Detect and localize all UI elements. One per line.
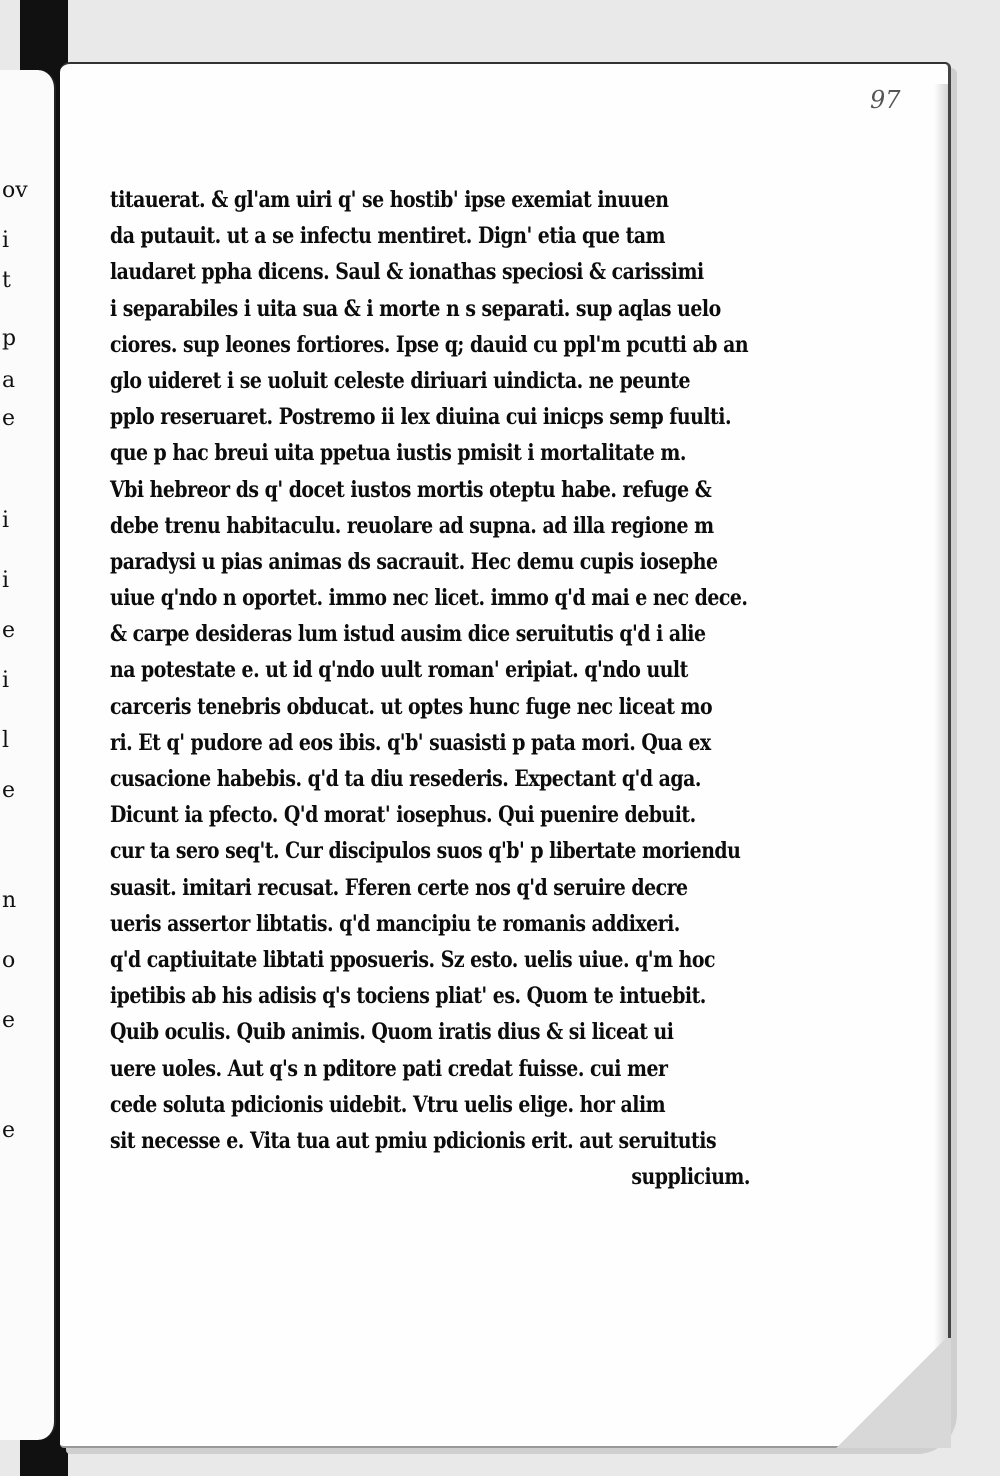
- previous-page-fragment: i: [2, 228, 10, 253]
- previous-page-fragment: e: [2, 1118, 16, 1143]
- manuscript-line: uere uoles. Aut q's n pditore pati credat fuisse. cui mer: [110, 1055, 668, 1082]
- previous-page-fragment: i: [2, 668, 10, 693]
- previous-page-fragment: a: [2, 368, 16, 393]
- previous-page-fragment: i: [2, 568, 10, 593]
- manuscript-line: Vbi hebreor ds q' docet iustos mortis oteptu habe. refuge &: [110, 476, 712, 503]
- manuscript-line: carceris tenebris obducat. ut optes hunc fuge nec liceat mo: [110, 693, 713, 720]
- manuscript-line: cusacione habebis. q'd ta diu resederis. Expectant q'd aga.: [110, 766, 701, 792]
- manuscript-line: na potestate e. ut id q'ndo uult roman' eripiat. q'ndo uult: [110, 657, 688, 684]
- manuscript-line: paradysi u pias animas ds sacrauit. Hec demu cupis iosephe: [110, 548, 718, 575]
- manuscript-line: cur ta sero seq't. Cur discipulos suos q'b' p libertate moriendu: [110, 838, 741, 865]
- previous-page-fragment: l: [2, 728, 10, 753]
- manuscript-line: Quib oculis. Quib animis. Quom iratis dius & si liceat ui: [110, 1019, 674, 1046]
- previous-page-fragment: e: [2, 618, 16, 643]
- previous-page-edge: [0, 70, 56, 1440]
- previous-page-fragment: i: [2, 508, 10, 533]
- previous-page-fragment: e: [2, 778, 16, 803]
- folded-corner: [831, 1338, 951, 1448]
- manuscript-line: q'd captiuitate libtati pposueris. Sz esto. uelis uiue. q'm hoc: [110, 946, 716, 973]
- previous-page-fragment: o: [2, 948, 16, 973]
- manuscript-line: i separabiles i uita sua & i morte n s separati. sup aqlas uelo: [110, 295, 721, 322]
- previous-page-fragment: t: [2, 268, 11, 293]
- previous-page-fragment: e: [2, 406, 16, 431]
- manuscript-line: laudaret ppha dicens. Saul & ionathas speciosi & carissimi: [110, 259, 704, 286]
- manuscript-line: sit necesse e. Vita tua aut pmiu pdicionis erit. aut seruitutis: [110, 1127, 717, 1154]
- folio-number: 97: [870, 86, 901, 114]
- manuscript-line: ipetibis ab his adisis q's tociens pliat' es. Quom te intuebit.: [110, 983, 706, 1010]
- manuscript-line: ciores. sup leones fortiores. Ipse q; dauid cu ppl'm pcutti ab an: [110, 331, 749, 358]
- manuscript-text-block: [110, 182, 750, 1195]
- manuscript-line: Dicunt ia pfecto. Q'd morat' iosephus. Qui puenire debuit.: [110, 802, 696, 829]
- manuscript-line: glo uideret i se uoluit celeste diriuari uindicta. ne peunte: [110, 367, 691, 394]
- manuscript-line: suasit. imitari recusat. Fferen certe nos q'd seruire decre: [110, 874, 688, 901]
- page-edge-shading: [934, 84, 948, 1404]
- manuscript-page: [60, 62, 951, 1448]
- manuscript-line: uiue q'ndo n oportet. immo nec licet. immo q'd mai e nec dece.: [110, 585, 748, 612]
- manuscript-line: supplicium.: [631, 1164, 750, 1191]
- previous-page-fragment: n: [2, 888, 17, 913]
- manuscript-line: ri. Et q' pudore ad eos ibis. q'b' suasisti p pata mori. Qua ex: [110, 729, 711, 756]
- manuscript-line: debe trenu habitaculu. reuolare ad supna. ad illa regione m: [110, 512, 714, 539]
- manuscript-line: ueris assertor libtatis. q'd mancipiu te romanis addixeri.: [110, 910, 680, 937]
- manuscript-line: pplo reseruaret. Postremo ii lex diuina cui inicps semp fuulti.: [110, 404, 732, 431]
- previous-page-fragment: ov: [2, 178, 28, 203]
- manuscript-line: & carpe desideras lum istud ausim dice seruitutis q'd i alie: [110, 621, 706, 648]
- manuscript-line: titauerat. & gl'am uiri q' se hostib' ipse exemiat inuuen: [110, 187, 669, 213]
- manuscript-line: cede soluta pdicionis uidebit. Vtru uelis elige. hor alim: [110, 1091, 666, 1118]
- manuscript-line: que p hac breui uita ppetua iustis pmisit i mortalitate m.: [110, 440, 686, 467]
- previous-page-fragment: e: [2, 1008, 16, 1033]
- previous-page-fragment: p: [2, 326, 17, 351]
- manuscript-line: da putauit. ut a se infectu mentiret. Dign' etia que tam: [110, 223, 666, 250]
